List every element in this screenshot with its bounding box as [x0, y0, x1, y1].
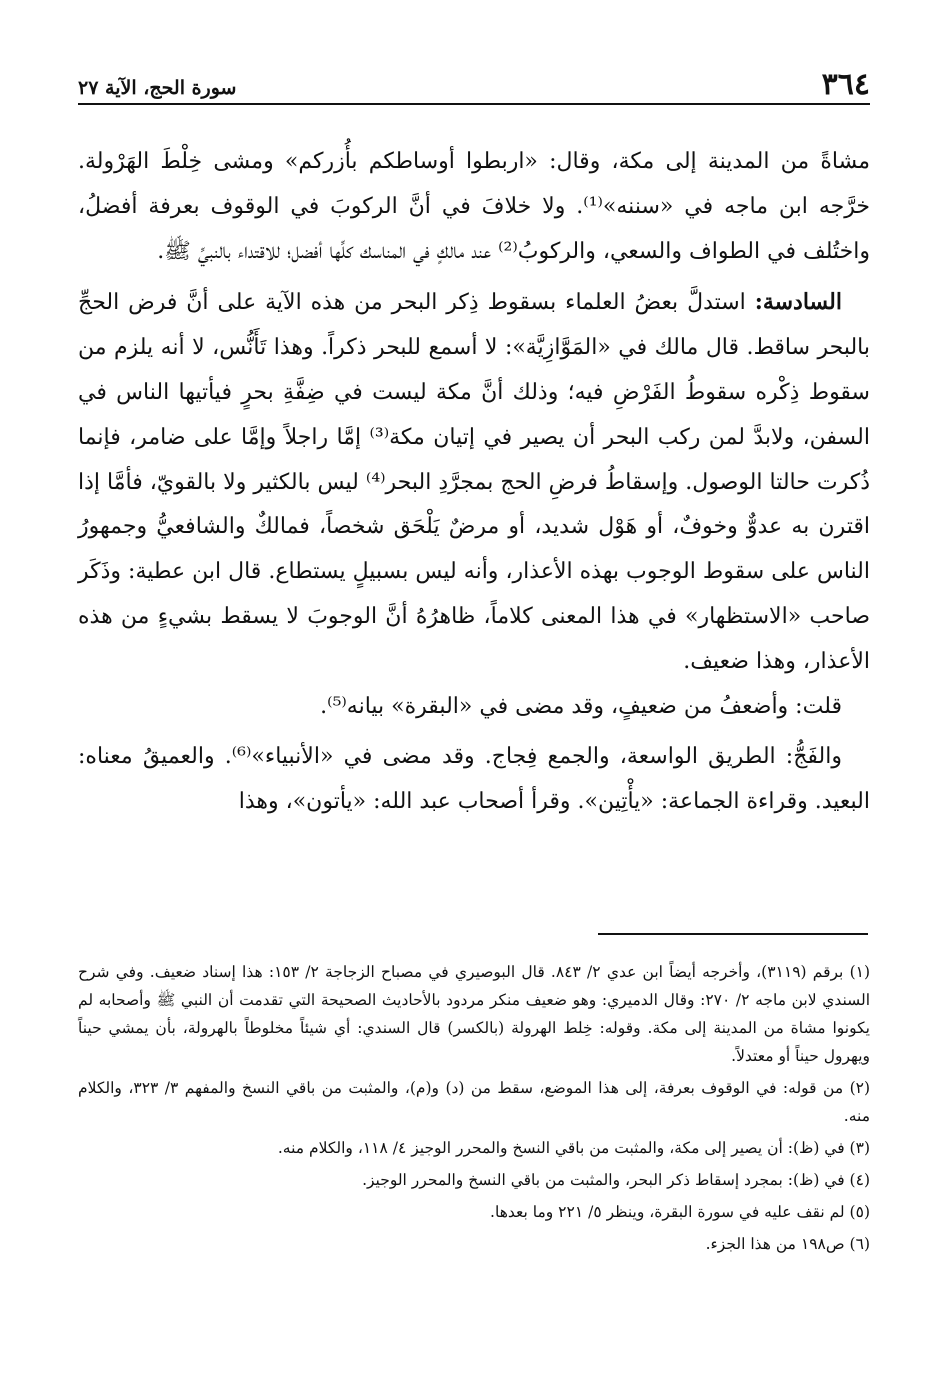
footnote-6: (٦) ص١٩٨ من هذا الجزء. — [705, 1235, 870, 1253]
footnote-3: (٣) في (ظ): أن يصير إلى مكة، والمثبت من باقي النسخ والمحرر الوجيز ٤/ ١١٨، والكلام منه. — [277, 1139, 870, 1157]
page-header — [78, 62, 870, 102]
footnotes — [78, 958, 870, 1262]
page-number: ٣٦٤ — [821, 67, 870, 102]
paragraph-1: مشاةً من المدينة إلى مكة، وقال: «اربطوا أوساطكم بأُزركم» ومشى خِلْطَ الهَرْولة. خرَّجه ابن ماجه في «سننه»⁽¹⁾. ولا خلافَ في أنَّ الركوبَ في الوقوف بعرفة أفضلُ، واختُلف في الطواف والسعي، والركوبُ⁽²⁾ عند مالكٍ في المناسك كلِّها أفضل؛ للاقتداء بالنبيِّ ﷺ. — [78, 149, 871, 264]
paragraph-3: قلت: وأضعفُ من ضعيفٍ، وقد مضى في «البقرة» بيانه⁽⁵⁾. — [320, 693, 842, 719]
paragraph-2-text: استدلَّ بعضُ العلماء بسقوط ذِكر البحر من هذه الآية على أنَّ فرض الحجِّ بالبحر ساقط. قال مالك في «المَوَّازِيَّة»: لا أسمع للبحر ذكراً. وهذا تَأَنُّس، لا أنه يلزم من سقوط ذِكْره سقوطُ الفَرْضِ فيه؛ وذلك أنَّ مكة ليست في ضِفَّةِ بحرٍ فيأتيها الناس في السفن، ولابدَّ لمن ركب البحر أن يصير في إتيان مكة⁽³⁾ إمَّا راجلاً وإمَّا على ضامر، فإنما ذُكرت حالتا الوصول. وإسقاطُ فرضِ الحج بمجرَّدِ البحر⁽⁴⁾ ليس بالكثير ولا بالقويّ، فأمَّا إذا اقترن به عدوٌّ وخوفٌ، أو هَوْل شديد، أو مرضٌ يَلْحَق شخصاً، فمالكٌ والشافعيُّ وجمهورُ الناس على سقوط الوجوب بهذه الأعذار، وأنه ليس بسبيلٍ يستطاع. قال ابن عطية: وذَكَر صاحب «الاستظهار» في هذا المعنى كلاماً، ظاهرُهُ أنَّ الوجوبَ لا يسقط بشيءٍ من هذه الأعذار، وهذا ضعيف. — [78, 290, 871, 674]
footnote-4: (٤) في (ظ): بمجرد إسقاط ذكر البحر، والمثبت من باقي النسخ والمحرر الوجيز. — [362, 1171, 870, 1189]
footnote-5: (٥) لم نقف عليه في سورة البقرة، وينظر ٥/ ٢٢١ وما بعدها. — [490, 1203, 870, 1221]
main-text — [78, 140, 870, 825]
footnote-separator — [598, 933, 868, 935]
paragraph-4: والفَجُّ: الطريق الواسعة، والجمع فِجاج. وقد مضى في «الأنبياء»⁽⁶⁾. والعميقُ معناه: البعيد. وقراءة الجماعة: «يأْتِين». وقرأ أصحاب عبد الله: «يأتون»، وهذا — [78, 744, 870, 815]
header-rule — [78, 103, 870, 105]
section-heading: السادسة: — [754, 289, 842, 316]
footnote-1: (١) برقم (٣١١٩)، وأخرجه أيضاً ابن عدي ٢/ ٨٤٣. قال البوصيري في مصباح الزجاجة ٢/ ١٥٣: هذا إسناد ضعيف. وفي شرح السندي لابن ماجه ٢/ ٢٧٠: وقال الدميري: وهو ضعيف منكر مردود بالأحاديث الصحيحة التي تقدمت أن النبي ﷺ وأصحابه لم يكونوا مشاة من المدينة إلى مكة. وقوله: خِلط الهرولة (بالكسر) قال السندي: أي شيئاً مخلوطاً بالهرولة، بأن يمشي حيناً ويهرول حيناً أو معتدلاً. — [78, 963, 871, 1065]
running-title: سورة الحج، الآية ٢٧ — [78, 77, 237, 99]
paragraph-2 — [78, 280, 870, 684]
footnote-2: (٢) من قوله: في الوقوف بعرفة، إلى هذا الموضع، سقط من (د) و(م)، والمثبت من باقي النسخ والمفهم ٣/ ٣٢٣، والكلام منه. — [78, 1079, 871, 1125]
